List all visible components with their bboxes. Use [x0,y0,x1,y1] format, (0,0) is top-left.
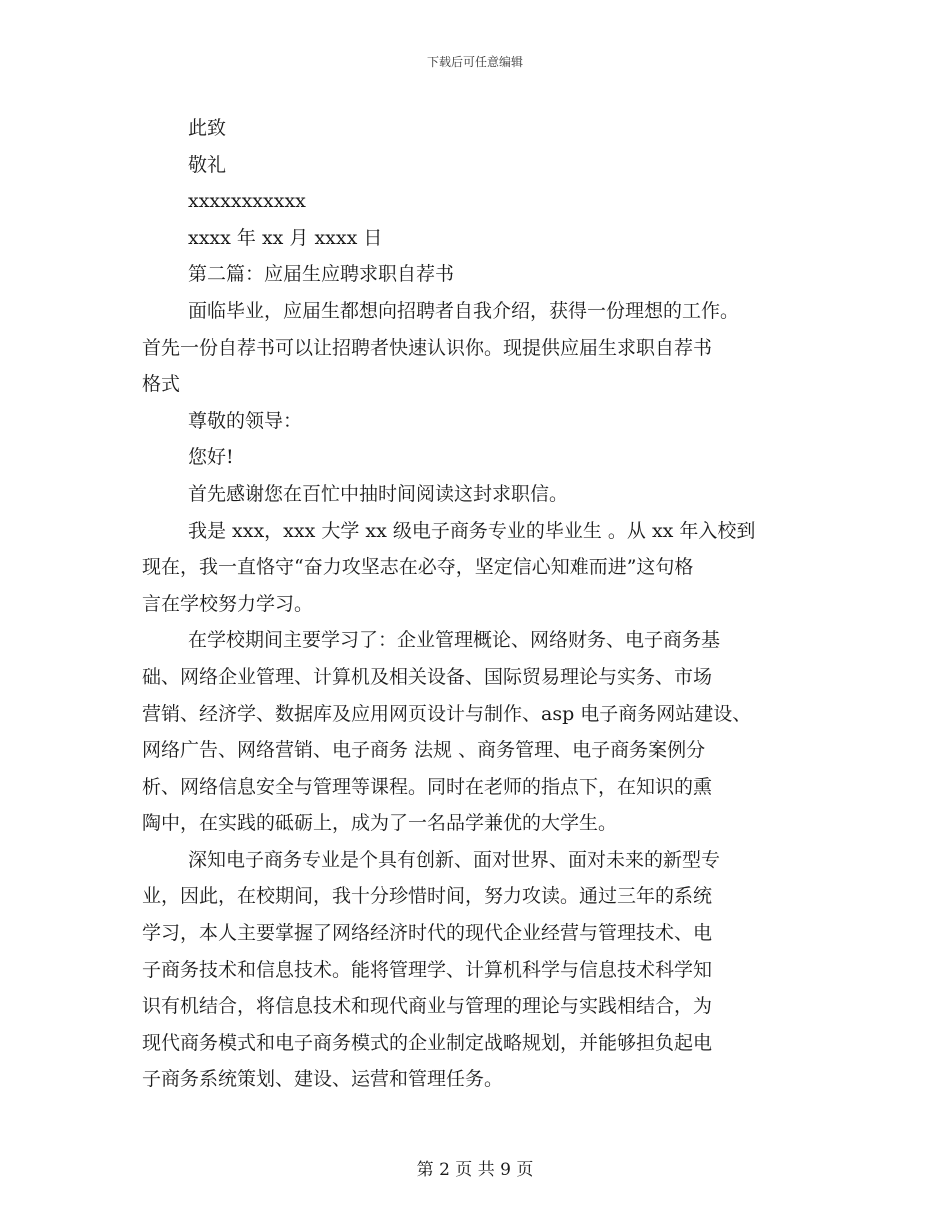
greeting: 您好! [188,446,234,469]
text-line: 现在，我一直恪守“奋力攻坚志在必夺，坚定信心知难而进”这句格 [142,556,694,579]
text-line: 网络广告、网络营销、电子商务 法规 、商务管理、电子商务案例分 [142,739,706,762]
text-line: 我是 xxx，xxx 大学 xx 级电子商务专业的毕业生 。从 xx 年入校到 [188,519,756,542]
section-heading: 第二篇：应届生应聘求职自荐书 [188,263,455,286]
salutation: 尊敬的领导： [188,409,303,432]
text-line: 首先一份自荐书可以让招聘者快速认识你。现提供应届生求职自荐书 [142,336,713,359]
text-line: 识有机结合，将信息技术和现代商业与管理的理论与实践相结合，为 [142,995,713,1018]
document-body [142,110,822,1098]
text-line: 面临毕业，应届生都想向招聘者自我介绍，获得一份理想的工作。 [188,299,740,322]
text-line: 格式 [142,373,181,396]
text-line: 析、网络信息安全与管理等课程。同时在老师的指点下，在知识的熏 [142,775,713,798]
text-line: 首先感谢您在百忙中抽时间阅读这封求职信。 [188,482,569,505]
page-header: 下载后可任意编辑 [426,55,523,69]
text-line: 现代商务模式和电子商务模式的企业制定战略规划，并能够担负起电 [142,1031,713,1054]
text-line: xxxx 年 xx 月 xxxx 日 [188,226,383,249]
text-line: 学习，本人主要掌握了网络经济时代的现代企业经营与管理技术、电 [142,922,713,945]
text-line: 在学校期间主要学习了：企业管理概论、网络财务、电子商务基 [188,629,721,652]
text-line: 营销、经济学、数据库及应用网页设计与制作、asp 电子商务网站建设、 [142,702,752,725]
text-line: 业，因此，在校期间，我十分珍惜时间，努力攻读。通过三年的系统 [142,885,713,908]
page-number: 第 2 页 共 9 页 [416,1160,534,1180]
text-line: 础、网络企业管理、计算机及相关设备、国际贸易理论与实务、市场 [142,665,713,688]
text-line: 子商务系统策划、建设、运营和管理任务。 [142,1068,504,1091]
text-line: 陶中，在实践的砥砺上，成为了一名品学兼优的大学生。 [142,812,618,835]
text-line: xxxxxxxxxxx [188,190,306,213]
text-line: 敬礼 [188,153,227,176]
text-line: 深知电子商务专业是个具有创新、面对世界、面对未来的新型专 [188,848,721,871]
text-line: 子商务技术和信息技术。能将管理学、计算机科学与信息技术科学知 [142,958,713,981]
text-line: 言在学校努力学习。 [142,592,314,615]
text-line: 此致 [188,117,227,139]
